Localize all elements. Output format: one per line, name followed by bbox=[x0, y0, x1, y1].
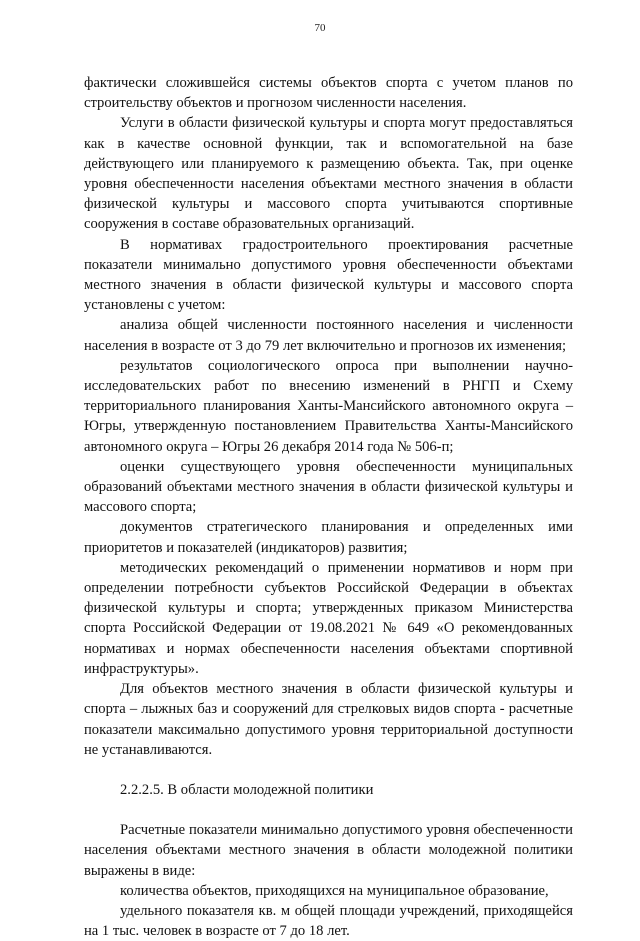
list-paragraph: анализа общей численности постоянного населения и численности населения в возрасте от 3 до 79 лет включительно и прогнозов их изменения; bbox=[84, 317, 573, 354]
list-paragraph: методических рекомендаций о применении нормативов и норм при определении потребности субъектов Российской Федерации в объектах физической культуры и спорта; утвержденных приказом Министерства спорта Российской Федерации от 19.08.2021 № 649 «О рекомендованных нормативах и нормах обеспеченности населения объектами спортивной инфраструктуры». bbox=[84, 559, 573, 677]
list-paragraph: результатов социологического опроса при выполнении научно-исследовательских работ по внесению изменений в РНГП и Схему территориального планирования Ханты-Мансийского автономного округа – Югры, утвержденную постановлением Правительства Ханты-Мансийского автономного округа – Югры 26 декабря 2014 года № 506-п; bbox=[84, 357, 573, 455]
list-paragraph: оценки существующего уровня обеспеченности муниципальных образований объектами местного значения в области физической культуры и массового спорта; bbox=[84, 458, 573, 516]
list-paragraph: удельного показателя кв. м общей площади учреждений, приходящейся на 1 тыс. человек в возрасте от 7 до 18 лет. bbox=[84, 902, 573, 940]
list-paragraph: количества объектов, приходящихся на муниципальное образование, bbox=[120, 882, 549, 899]
paragraph: Для объектов местного значения в области физической культуры и спорта – лыжных баз и сооружений для стрелковых видов спорта - расчетные показатели максимально допустимого уровня территориальной доступности не устанавливаются. bbox=[84, 681, 573, 758]
paragraph: Услуги в области физической культуры и спорта могут предоставляться как в качестве основной функции, так и вспомогательной на базе действующего или планируемого к размещению объекта. Так, при оценке уровня обеспеченности населения объектами местного значения в области физической культуры и массового спорта учитываются спортивные сооружения в составе образовательных организаций. bbox=[84, 115, 573, 233]
list-paragraph: документов стратегического планирования и определенных ими приоритетов и показателей (индикаторов) развития; bbox=[84, 519, 573, 556]
paragraph: Расчетные показатели минимально допустимого уровня обеспеченности населения объектами местного значения в области молодежной политики выражены в виде: bbox=[84, 822, 573, 879]
section-heading: 2.2.2.5. В области молодежной политики bbox=[120, 781, 374, 798]
paragraph: В нормативах градостроительного проектирования расчетные показатели минимально допустимого уровня обеспеченности объектами местного значения в области физической культуры и массового спорта установлены с учетом: bbox=[84, 236, 573, 314]
body-text bbox=[84, 73, 573, 941]
page-number: 70 bbox=[314, 22, 326, 34]
paragraph: фактически сложившейся системы объектов спорта с учетом планов по строительству объектов и прогнозом численности населения. bbox=[84, 75, 573, 112]
